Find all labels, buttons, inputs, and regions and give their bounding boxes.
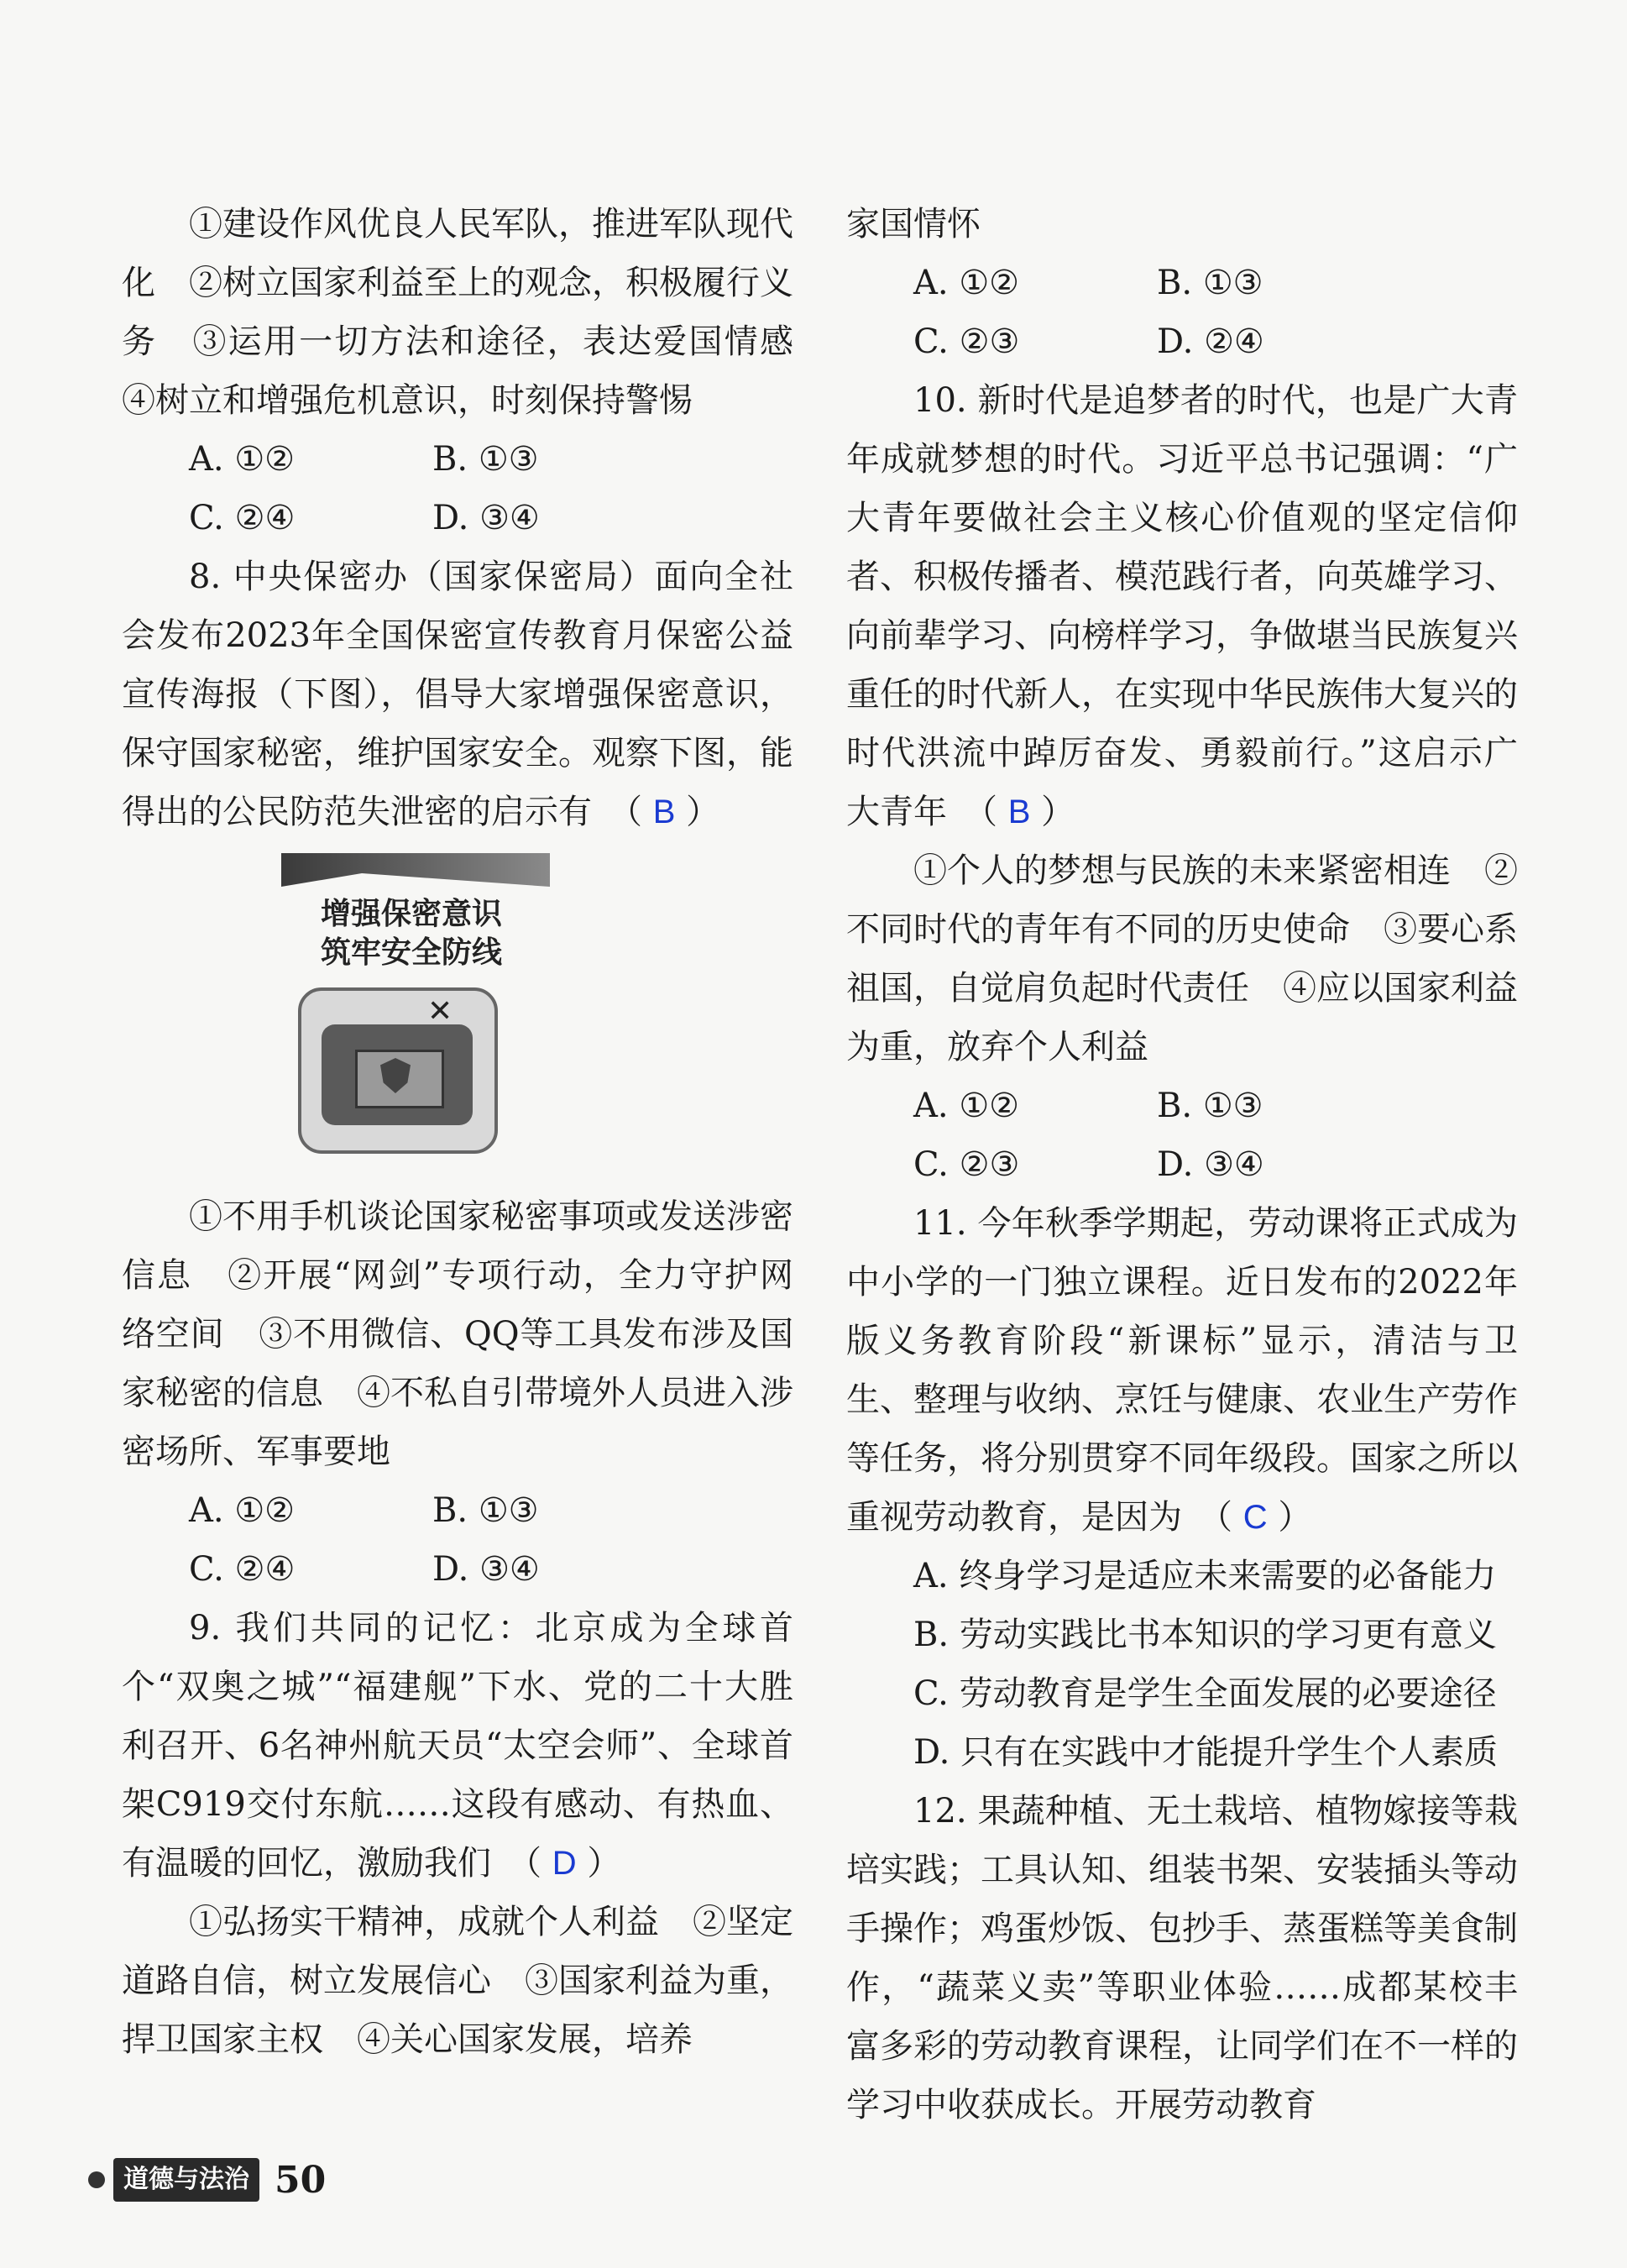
q11-stem-text: 11. 今年秋季学期起，劳动课将正式成为中小学的一门独立课程。近日发布的2022年版义务教育阶段“新课标”显示，清洁与卫生、整理与收纳、烹饪与健康、农业生产劳作等任务，将分别贯穿不同年级段。国家之所以重视劳动教育，是因为	[846, 1204, 1518, 1537]
q10-option-b: B. ①③	[1157, 1087, 1263, 1125]
q7-options-2	[122, 489, 793, 547]
q8-option-b: B. ①③	[432, 1491, 539, 1530]
lock-illustration	[298, 987, 498, 1154]
q8-options-2	[122, 1540, 793, 1599]
q11-option-a: A. 终身学习是适应未来需要的必备能力	[913, 1557, 1497, 1595]
q11-answer: C	[1242, 1499, 1268, 1536]
q10-answer: B	[1007, 794, 1031, 830]
q8-stem-text: 8. 中央保密办（国家保密局）面向全社会发布2023年全国保密宣传教育月保密公益宣传海报（下图），倡导大家增强保密意识，保守国家秘密，维护国家安全。观察下图，能得出的公民防范失泄密的启示有	[122, 558, 793, 831]
q7-options	[122, 430, 793, 489]
q9-option-c: C. ②③	[913, 322, 1020, 361]
q8-options	[122, 1481, 793, 1540]
q11-option-d: D. 只有在实践中才能提升学生个人素质	[913, 1733, 1499, 1772]
page-number: 50	[275, 2158, 327, 2202]
poster-title	[273, 895, 550, 972]
q9-statements-continued: 家国情怀	[846, 205, 981, 244]
q9-answer: D	[552, 1845, 577, 1882]
q8-answer: B	[652, 794, 676, 830]
q10-option-a: A. ①②	[913, 1087, 1020, 1125]
q10-stem: 10. 新时代是追梦者的时代，也是广大青年成就梦想的时代。习近平总书记强调：“广大青年要做社会主义核心价值观的坚定信仰者、积极传播者、模范践行者，向英雄学习、向前辈学习、向榜样学习，争做堪当民族复兴重任的时代新人，在实现中华民族伟大复兴的时代洪流中踔厉奋发、勇毅前行。”这启示广大青年 （ B ）	[846, 381, 1518, 831]
q9-options	[846, 254, 1518, 312]
q8-stem: 8. 中央保密办（国家保密局）面向全社会发布2023年全国保密宣传教育月保密公益宣传海报（下图），倡导大家增强保密意识，保守国家秘密，维护国家安全。观察下图，能得出的公民防范失泄密的启示有 （ B ）	[122, 558, 793, 831]
q11-option-b: B. 劳动实践比书本知识的学习更有意义	[913, 1616, 1497, 1654]
q10-statements: ①个人的梦想与民族的未来紧密相连 ②不同时代的青年有不同的历史使命 ③要心系祖国，自觉肩负起时代责任 ④应以国家利益为重，放弃个人利益	[846, 851, 1518, 1066]
q10-option-d: D. ③④	[1157, 1145, 1264, 1184]
subject-badge: 道德与法治	[113, 2158, 259, 2202]
q10-options-2	[846, 1135, 1518, 1194]
q7-statements: ①建设作风优良人民军队，推进军队现代化 ②树立国家利益至上的观念，积极履行义务 ③运用一切方法和途径，表达爱国情感 ④树立和增强危机意识，时刻保持警惕	[122, 205, 827, 420]
bullet-icon	[88, 2171, 105, 2188]
poster-banner	[281, 853, 550, 887]
q9-stem-text: 9. 我们共同的记忆：北京成为全球首个“双奥之城”“福建舰”下水、党的二十大胜利召开、6名神州航天员“太空会师”、全球首架C919交付东航……这段有感动、有热血、有温暖的回忆，激励我们	[122, 1609, 793, 1883]
q9-option-a: A. ①②	[913, 264, 1020, 302]
cross-icon: ✕	[427, 994, 453, 1029]
q9-stem: 9. 我们共同的记忆：北京成为全球首个“双奥之城”“福建舰”下水、党的二十大胜利召开、6名神州航天员“太空会师”、全球首架C919交付东航……这段有感动、有热血、有温暖的回忆，激励我们 （ D ）	[122, 1609, 793, 1883]
q11-option-c: C. 劳动教育是学生全面发展的必要途径	[913, 1674, 1497, 1713]
q10-stem-text: 10. 新时代是追梦者的时代，也是广大青年成就梦想的时代。习近平总书记强调：“广大青年要做社会主义核心价值观的坚定信仰者、积极传播者、模范践行者，向英雄学习、向前辈学习、向榜样学习，争做堪当民族复兴重任的时代新人，在实现中华民族伟大复兴的时代洪流中踔厉奋发、勇毅前行。”这启示广大青年	[846, 381, 1518, 831]
q12-stem: 12. 果蔬种植、无土栽培、植物嫁接等栽培实践；工具认知、组装书架、安装插头等动手操作；鸡蛋炒饭、包抄手、蒸蛋糕等美食制作，“蔬菜义卖”等职业体验……成都某校丰富多彩的劳动教育课程，让同学们在不一样的学习中收获成长。开展劳动教育	[846, 1792, 1518, 2124]
q7-option-b: B. ①③	[432, 440, 539, 479]
left-column	[122, 195, 827, 2069]
q7-option-c: C. ②④	[189, 499, 296, 537]
q8-option-c: C. ②④	[189, 1550, 296, 1589]
q8-option-d: D. ③④	[432, 1550, 540, 1589]
q9-statements: ①弘扬实干精神，成就个人利益 ②坚定道路自信，树立发展信心 ③国家利益为重，捍卫国家主权 ④关心国家发展，培养	[122, 1903, 793, 2059]
q9-option-d: D. ②④	[1157, 322, 1264, 361]
q11-stem: 11. 今年秋季学期起，劳动课将正式成为中小学的一门独立课程。近日发布的2022年版义务教育阶段“新课标”显示，清洁与卫生、整理与收纳、烹饪与健康、农业生产劳作等任务，将分别贯穿不同年级段。国家之所以重视劳动教育，是因为 （ C ）	[846, 1204, 1518, 1537]
page-footer	[88, 2155, 326, 2205]
right-column	[846, 195, 1518, 2134]
q7-option-a: A. ①②	[189, 440, 296, 479]
q10-options	[846, 1076, 1518, 1135]
q8-option-a: A. ①②	[189, 1491, 296, 1530]
q7-option-d: D. ③④	[432, 499, 540, 537]
poster-title-line2: 筑牢安全防线	[320, 935, 502, 970]
q9-option-b: B. ①③	[1157, 264, 1263, 302]
security-poster-image	[281, 853, 617, 1172]
q10-option-c: C. ②③	[913, 1145, 1020, 1184]
q8-statements: ①不用手机谈论国家秘密事项或发送涉密信息 ②开展“网剑”专项行动，全力守护网络空间 ③不用微信、QQ等工具发布涉及国家秘密的信息 ④不私自引带境外人员进入涉密场所、军事要地	[122, 1197, 793, 1471]
poster-title-line1: 增强保密意识	[320, 897, 502, 931]
q9-options-2	[846, 312, 1518, 371]
